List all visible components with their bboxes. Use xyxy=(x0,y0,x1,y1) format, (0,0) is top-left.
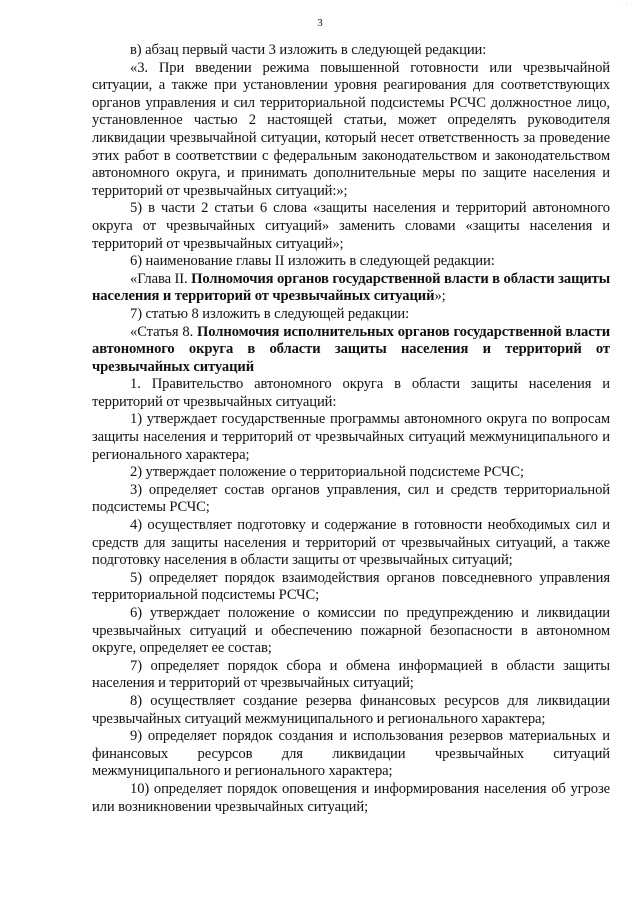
paragraph-article8-title xyxy=(92,324,610,377)
chapter-prefix: «Глава II. xyxy=(130,270,192,287)
list-item-2: 2) утверждает положение о территориальной подсистеме РСЧС; xyxy=(130,464,524,481)
list-item-7: 7) определяет порядок сбора и обмена информацией в области защиты населения и территорий от чрезвычайных ситуаций; xyxy=(92,657,610,692)
chapter-suffix: »; xyxy=(434,288,446,305)
paragraph-part3-text: «3. При введении режима повышенной готовности или чрезвычайной ситуации, а также при установлении уровня реагирования для соответствующих органов управления и сил территориальной подсистемы РСЧС должностное лицо, установленное частью 2 настоящей статьи, может определять руководителя ликвидации чрезвычайной ситуации, который несет ответственность за проведение этих работ в соответствии с федеральным законодательством и законодательством автономного округа, и принимать дополнительные меры по защите населения и территорий от чрезвычайных ситуаций:»; xyxy=(92,59,610,199)
list-item-4: 4) осуществляет подготовку и содержание в готовности необходимых сил и средств для защиты населения и территорий от чрезвычайных ситуаций, а также подготовку населения в области защиты от чрезвычайных ситуаций; xyxy=(92,517,610,569)
list-item-3: 3) определяет состав органов управления, сил и средств территориальной подсистемы РСЧС; xyxy=(92,481,610,516)
paragraph-item6: 6) наименование главы II изложить в следующей редакции: xyxy=(130,253,495,270)
document-body xyxy=(92,42,610,816)
list-item-6: 6) утверждает положение о комиссии по предупреждению и ликвидации чрезвычайных ситуаций и обеспечению пожарной безопасности в автономном округе, определяет ее состав; xyxy=(92,605,610,657)
list-item-9: 9) определяет порядок создания и использования резервов материальных и финансовых ресурсов для ликвидации чрезвычайных ситуаций межмуниципального и регионального характера; xyxy=(92,728,610,780)
page-number: 3 xyxy=(317,17,323,29)
paragraph-chapter2-title xyxy=(92,271,610,306)
paragraph-article8-part1: 1. Правительство автономного округа в области защиты населения и территорий от чрезвычайных ситуаций: xyxy=(92,376,610,410)
article-prefix: «Статья 8. xyxy=(130,323,198,340)
article-title-bold: Полномочия исполнительных органов государственной власти автономного округа в области защиты населения и территорий от чрезвычайных ситуаций xyxy=(92,323,611,375)
scan-corner-mark: · · · xyxy=(620,1,634,7)
list-item-5: 5) определяет порядок взаимодействия органов повседневного управления территориальной подсистемы РСЧС; xyxy=(92,569,610,604)
list-item-10: 10) определяет порядок оповещения и информирования населения об угрозе или возникновении чрезвычайных ситуаций; xyxy=(92,780,610,815)
chapter-title-bold: Полномочия органов государственной власти в области защиты населения и территорий от чрезвычайных ситуаций xyxy=(92,270,610,305)
paragraph-item5: 5) в части 2 статьи 6 слова «защиты населения и территорий автономного округа от чрезвычайных ситуаций» заменить словами «защиты населения и территорий от чрезвычайных ситуаций»; xyxy=(92,200,610,252)
paragraph-amend-part3: в) абзац первый части 3 изложить в следующей редакции: xyxy=(130,42,487,58)
list-item-8: 8) осуществляет создание резерва финансовых ресурсов для ликвидации чрезвычайных ситуаций межмуниципального и регионального характера; xyxy=(92,692,610,727)
paragraph-item7: 7) статью 8 изложить в следующей редакции: xyxy=(130,305,410,322)
list-item-1: 1) утверждает государственные программы автономного округа по вопросам защиты населения и территорий от чрезвычайных ситуаций межмуниципального и регионального характера; xyxy=(92,411,610,463)
